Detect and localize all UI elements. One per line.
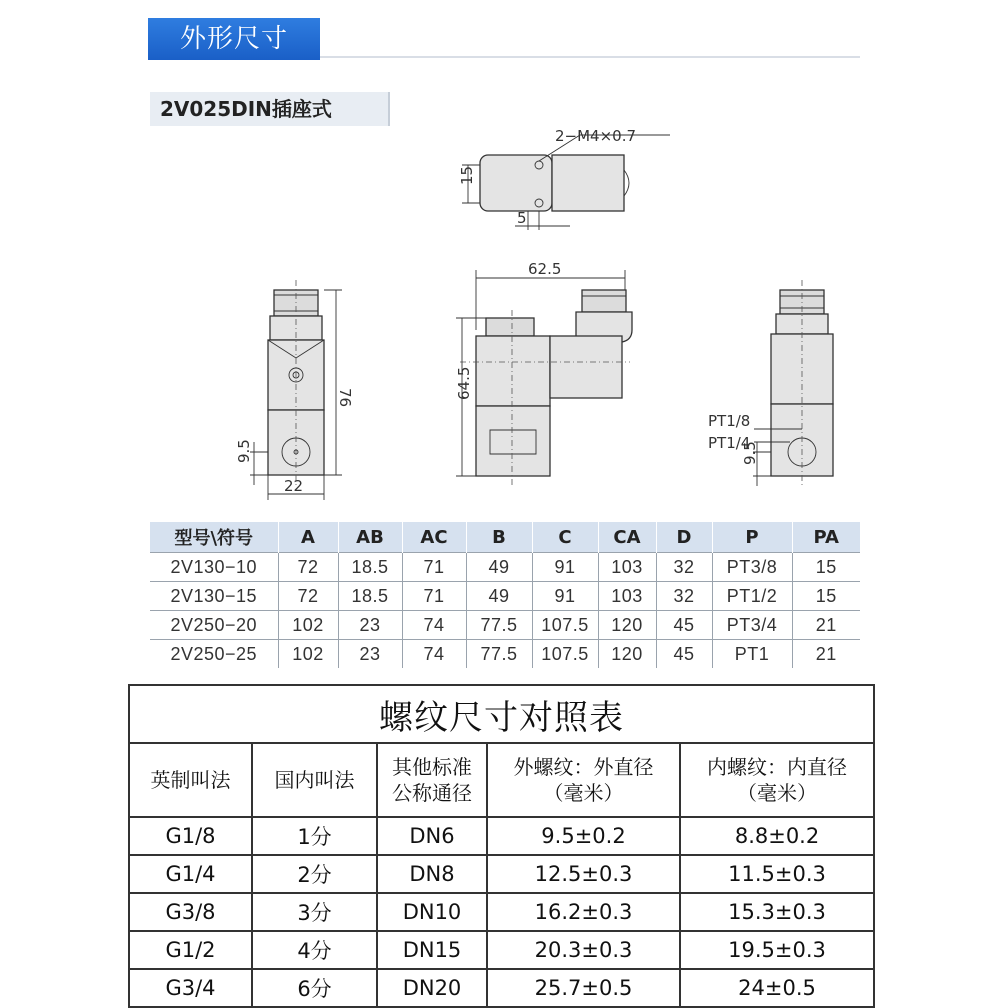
thread-header-text: 国内叫法 (274, 768, 355, 792)
spec-cell: 2V130−15 (150, 582, 278, 611)
spec-cell: 23 (338, 640, 402, 669)
section-title-badge: 外形尺寸 (148, 18, 320, 60)
spec-cell: 49 (466, 553, 532, 582)
spec-header-cell: D (656, 522, 712, 553)
spec-cell: 2V130−10 (150, 553, 278, 582)
thread-header-cell (680, 743, 874, 817)
thread-table-row (129, 969, 874, 1007)
spec-cell: 71 (402, 553, 466, 582)
spec-cell: PT1/2 (712, 582, 792, 611)
spec-cell: 2V250−25 (150, 640, 278, 669)
thread-cell: 4分 (252, 931, 377, 969)
thread-cell: 1分 (252, 817, 377, 855)
thread-header-cell (377, 743, 487, 817)
front-view-drawing (235, 280, 354, 500)
thread-table-row (129, 931, 874, 969)
spec-cell: 102 (278, 640, 338, 669)
right-view-drawing (708, 280, 833, 486)
spec-header-cell: AC (402, 522, 466, 553)
spec-cell: 15 (792, 582, 860, 611)
thread-header-text: 英制叫法 (150, 768, 231, 792)
thread-cell: 15.3±0.3 (680, 893, 874, 931)
spec-cell: 18.5 (338, 553, 402, 582)
front-view-dim-height: 76 (336, 388, 354, 408)
thread-header-cell (129, 743, 252, 817)
spec-cell: 32 (656, 582, 712, 611)
spec-cell: 74 (402, 611, 466, 640)
spec-cell: 107.5 (532, 640, 598, 669)
thread-table-header (129, 743, 874, 817)
top-view-dim-height: 15 (458, 165, 476, 185)
spec-cell: 45 (656, 640, 712, 669)
spec-cell: 21 (792, 611, 860, 640)
thread-cell: 6分 (252, 969, 377, 1007)
thread-header-text: 外螺纹：外直径 （毫米） (513, 755, 654, 805)
spec-cell: 71 (402, 582, 466, 611)
thread-cell: 3分 (252, 893, 377, 931)
spec-cell: 18.5 (338, 582, 402, 611)
spec-table-row (150, 553, 860, 582)
thread-cell: G1/4 (129, 855, 252, 893)
thread-cell: G3/4 (129, 969, 252, 1007)
thread-cell: 24±0.5 (680, 969, 874, 1007)
thread-cell: DN15 (377, 931, 487, 969)
right-view-dim-port: 9.5 (741, 441, 759, 465)
spec-header-cell: A (278, 522, 338, 553)
spec-cell: 2V250−20 (150, 611, 278, 640)
spec-cell: 23 (338, 611, 402, 640)
spec-cell: 107.5 (532, 611, 598, 640)
section-divider (320, 56, 860, 58)
spec-cell: 91 (532, 553, 598, 582)
spec-cell: 103 (598, 582, 656, 611)
right-view-port-label-2: PT1/4 (708, 434, 751, 452)
thread-cell: 2分 (252, 855, 377, 893)
spec-cell: 21 (792, 640, 860, 669)
spec-cell: 74 (402, 640, 466, 669)
thread-cell: 12.5±0.3 (487, 855, 680, 893)
thread-size-table (128, 684, 875, 1008)
thread-cell: 16.2±0.3 (487, 893, 680, 931)
thread-cell: DN10 (377, 893, 487, 931)
thread-cell: DN8 (377, 855, 487, 893)
spec-header-cell: AB (338, 522, 402, 553)
thread-cell: 20.3±0.3 (487, 931, 680, 969)
thread-cell: 11.5±0.3 (680, 855, 874, 893)
top-view-drawing (458, 130, 670, 230)
spec-cell: 72 (278, 553, 338, 582)
thread-cell: 8.8±0.2 (680, 817, 874, 855)
front-view-dim-port: 9.5 (235, 439, 253, 463)
thread-cell: 25.7±0.5 (487, 969, 680, 1007)
spec-table-row (150, 640, 860, 669)
thread-cell: 19.5±0.3 (680, 931, 874, 969)
thread-header-text: 其他标准 公称通径 (392, 755, 472, 805)
spec-cell: 102 (278, 611, 338, 640)
spec-header-cell: CA (598, 522, 656, 553)
spec-cell: 120 (598, 611, 656, 640)
spec-cell: 77.5 (466, 640, 532, 669)
spec-header-cell: 型号\符号 (150, 522, 278, 553)
spec-cell: PT3/8 (712, 553, 792, 582)
spec-header-cell: C (532, 522, 598, 553)
front-view-dim-width: 22 (284, 477, 304, 495)
spec-header-cell: P (712, 522, 792, 553)
thread-table-row (129, 893, 874, 931)
spec-header-cell: PA (792, 522, 860, 553)
top-view-thread-label: 2−M4×0.7 (555, 130, 637, 145)
spec-cell: 32 (656, 553, 712, 582)
thread-header-cell (252, 743, 377, 817)
side-view-dim-height: 64.5 (455, 366, 473, 400)
spec-cell: 72 (278, 582, 338, 611)
thread-cell: G3/8 (129, 893, 252, 931)
spec-table-header (150, 522, 860, 553)
spec-cell: 45 (656, 611, 712, 640)
thread-header-cell (487, 743, 680, 817)
side-view-drawing (455, 260, 632, 485)
spec-cell: PT3/4 (712, 611, 792, 640)
model-title: 2V025DIN插座式 (160, 97, 332, 121)
spec-table (150, 522, 860, 668)
thread-table-row (129, 817, 874, 855)
thread-cell: G1/2 (129, 931, 252, 969)
side-view-dim-length: 62.5 (528, 260, 562, 278)
spec-cell: 103 (598, 553, 656, 582)
thread-cell: G1/8 (129, 817, 252, 855)
thread-table-row (129, 855, 874, 893)
top-view-dim-offset: 5 (517, 209, 527, 227)
spec-header-cell: B (466, 522, 532, 553)
thread-cell: DN6 (377, 817, 487, 855)
spec-cell: 77.5 (466, 611, 532, 640)
thread-cell: DN20 (377, 969, 487, 1007)
thread-header-text: 内螺纹：内直径 （毫米） (707, 755, 848, 805)
technical-drawings (150, 130, 860, 515)
spec-cell: 49 (466, 582, 532, 611)
spec-table-row (150, 582, 860, 611)
spec-table-row (150, 611, 860, 640)
thread-cell: 9.5±0.2 (487, 817, 680, 855)
right-view-port-label-1: PT1/8 (708, 412, 751, 430)
thread-table-title: 螺纹尺寸对照表 (129, 685, 874, 743)
spec-cell: 120 (598, 640, 656, 669)
spec-cell: 91 (532, 582, 598, 611)
spec-cell: PT1 (712, 640, 792, 669)
spec-cell: 15 (792, 553, 860, 582)
